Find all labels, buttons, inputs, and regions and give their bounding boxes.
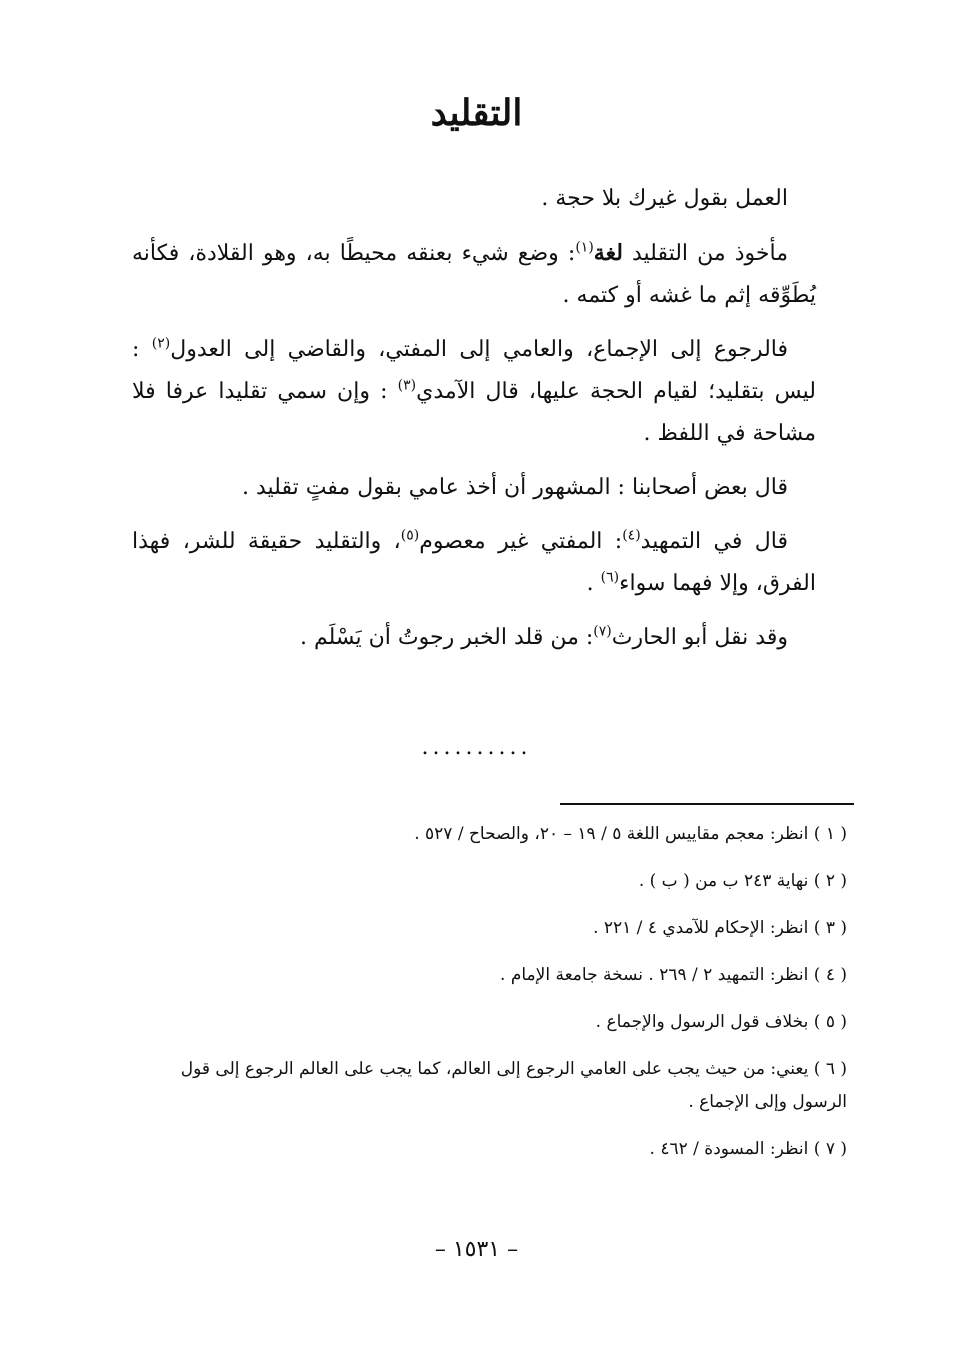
paragraph-text: مأخوذ من التقليد — [622, 241, 788, 266]
paragraph-text: : المفتي غير معصوم — [419, 529, 623, 554]
footnote-ref[interactable]: (٤) — [622, 527, 641, 544]
footnote-ref[interactable]: (٥) — [400, 527, 420, 544]
footnote-item: ( ٣ ) انظر: الإحكام للآمدي ٤ / ٢٢١ . — [593, 918, 847, 938]
page-number: – ١٥٣١ – — [434, 1237, 519, 1262]
footnote-ref[interactable]: (١) — [575, 239, 594, 256]
footnote-ref[interactable]: (٣) — [397, 377, 417, 394]
footnote-divider — [560, 803, 854, 805]
footnote-ref[interactable]: (٦) — [600, 569, 620, 586]
paragraph-text: : من قلد الخبر رجوتُ أن يَسْلَم . — [300, 625, 594, 650]
paragraph-text: قال بعض أصحابنا : المشهور أن أخذ عامي بقول مفتٍ تقليد . — [242, 475, 788, 500]
paragraph-tamheed — [132, 521, 816, 605]
main-text — [132, 178, 816, 671]
footnote-item: ( ١ ) انظر: معجم مقاييس اللغة ٥ / ١٩ – ٢٠، والصحاح / ٥٢٧ . — [414, 824, 847, 844]
paragraph-definition — [132, 178, 816, 220]
paragraph-consensus — [132, 329, 816, 455]
footnote-ref[interactable]: (٢) — [151, 335, 171, 352]
paragraph-text: ، والتقليد حقيقة للشر، فهذا الفرق، وإلا فهما سواء — [132, 529, 816, 596]
footnote-item: ( ٧ ) انظر: المسودة / ٤٦٢ . — [649, 1139, 847, 1159]
paragraph-text: : ليس بتقليد؛ لقيام الحجة عليها، قال الآمدي — [132, 337, 817, 404]
paragraph-text: : وضع شيء بعنقه محيطًا به، وهو القلادة، فكأنه يُطَوِّقه إثم ما غشه أو كتمه . — [132, 241, 816, 308]
page-title: التقليد — [430, 92, 523, 134]
footnote-item: ( ٦ ) يعني: من حيث يجب على العامي الرجوع إلى العالم، كما يجب على العالم الرجوع إلى قول الرسول وإلى الإجماع . — [180, 1059, 847, 1112]
paragraph-companions — [132, 467, 816, 509]
paragraph-text: العمل بقول غيرك بلا حجة . — [541, 186, 788, 211]
footnote-item: ( ٤ ) انظر: التمهيد ٢ / ٢٦٩ . نسخة جامعة الإمام . — [500, 965, 847, 985]
footnote-item: ( ٥ ) بخلاف قول الرسول والإجماع . — [595, 1012, 847, 1032]
paragraph-abu-alharith — [132, 617, 816, 659]
footnotes — [132, 818, 847, 1180]
paragraph-text: قال في التمهيد — [640, 529, 788, 554]
paragraph-linguistic — [132, 232, 816, 317]
footnote-item: ( ٢ ) نهاية ٢٤٣ ب من ( ب ) . — [638, 871, 847, 891]
section-separator: .......... — [421, 735, 532, 760]
bold-term: لغة — [593, 240, 623, 266]
footnote-ref[interactable]: (٧) — [593, 623, 612, 640]
paragraph-text: فالرجوع إلى الإجماع، والعامي إلى المفتي، والقاضي إلى العدول — [170, 337, 788, 362]
paragraph-text: . — [586, 571, 601, 596]
paragraph-text: وقد نقل أبو الحارث — [611, 625, 788, 650]
paragraph-text: : وإن سمي تقليدا عرفا فلا مشاحة في اللفظ . — [132, 379, 816, 446]
